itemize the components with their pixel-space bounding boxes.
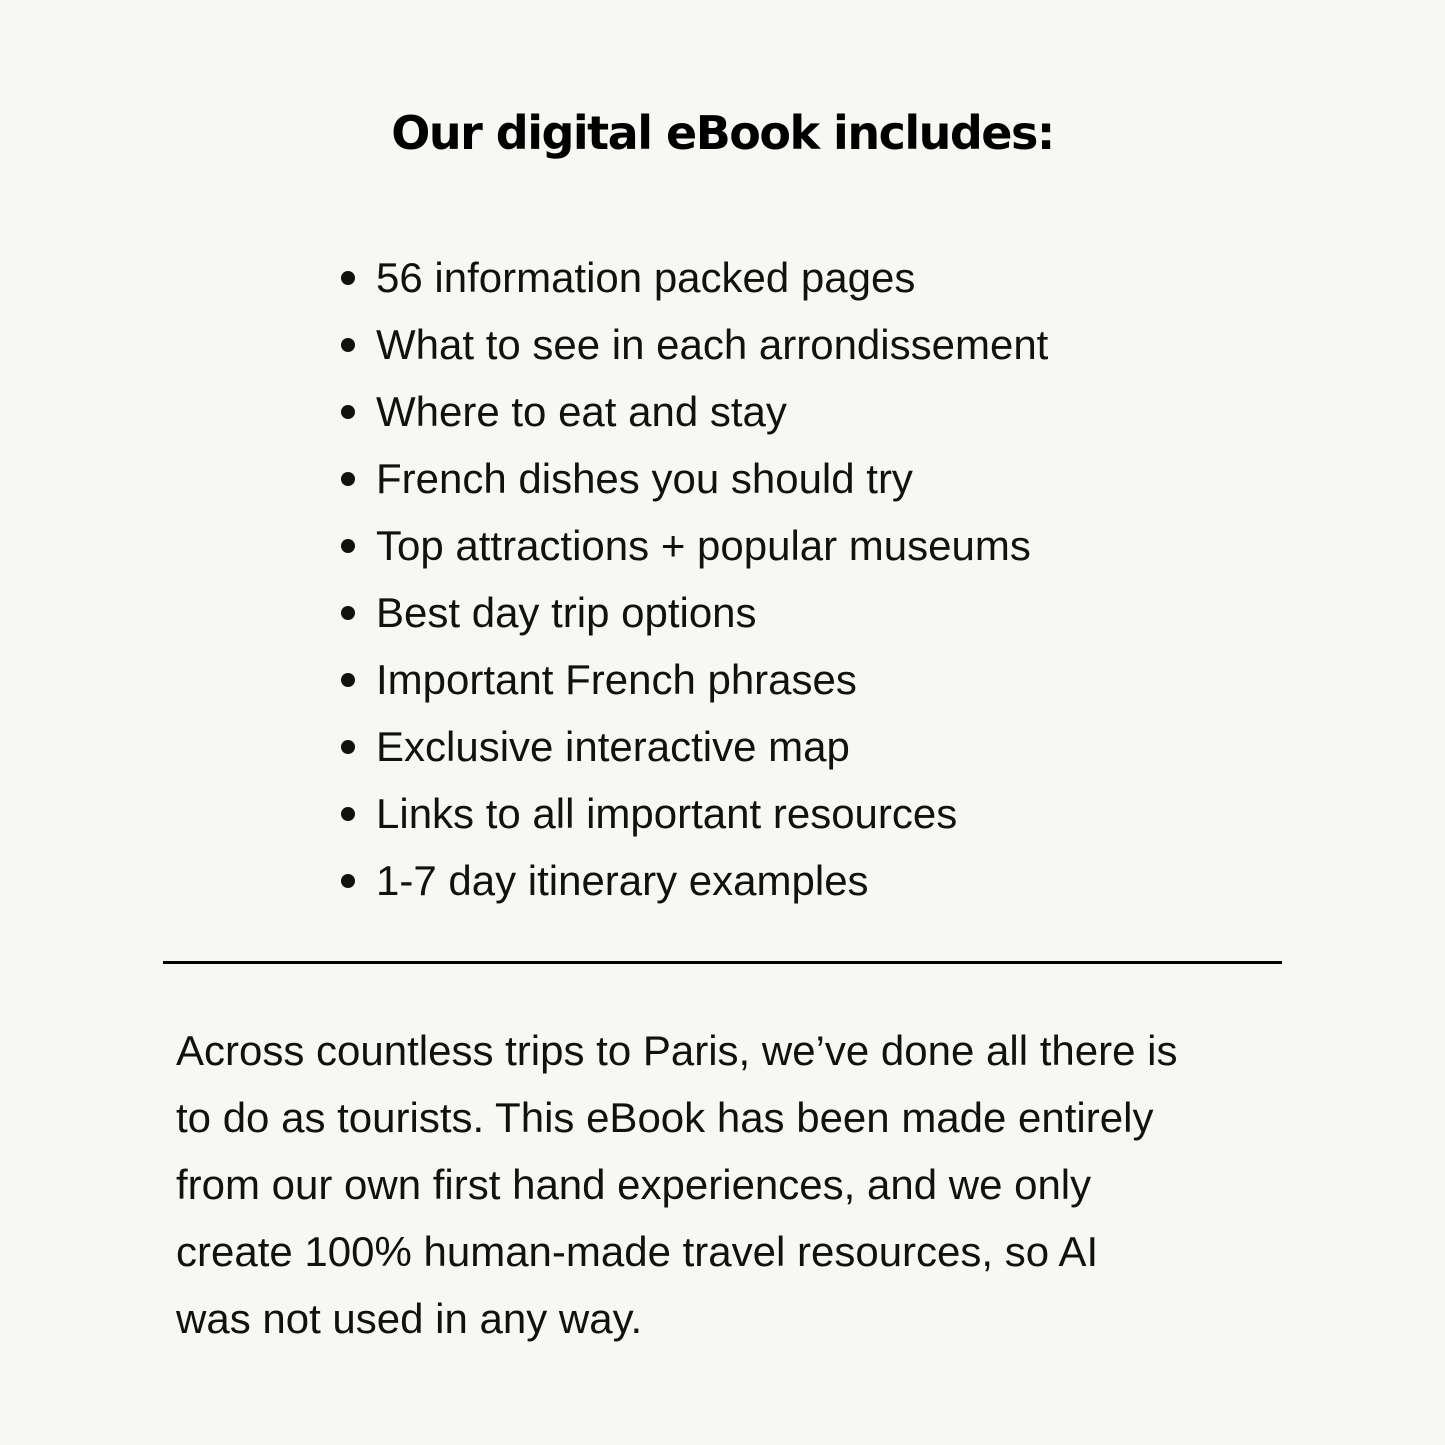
list-item-label: Top attractions + popular museums <box>376 522 1031 569</box>
list-item <box>336 311 1236 378</box>
list-item <box>336 780 1236 847</box>
about-line: create 100% human-made travel resources, so AI <box>176 1228 1099 1275</box>
about-line: from our own first hand experiences, and we only <box>176 1161 1092 1208</box>
list-item-label: Links to all important resources <box>376 790 958 837</box>
list-item-label: Where to eat and stay <box>376 388 787 435</box>
about-line: Across countless trips to Paris, we’ve done all there is <box>176 1027 1178 1074</box>
list-item-label: What to see in each arrondissement <box>376 321 1049 368</box>
list-item <box>336 244 1236 311</box>
list-item-label: Best day trip options <box>376 589 757 636</box>
bullet-icon <box>341 874 355 888</box>
about-line: was not used in any way. <box>176 1295 643 1342</box>
list-item-label: Exclusive interactive map <box>376 723 850 770</box>
bullet-icon <box>341 271 355 285</box>
bullet-icon <box>341 673 355 687</box>
list-item <box>336 646 1236 713</box>
about-line: to do as tourists. This eBook has been made entirely <box>176 1094 1154 1141</box>
bullet-icon <box>341 740 355 754</box>
list-item <box>336 579 1236 646</box>
list-item <box>336 713 1236 780</box>
list-item <box>336 378 1236 445</box>
list-item-label: French dishes you should try <box>376 455 913 502</box>
list-item-label: Important French phrases <box>376 656 857 703</box>
list-item <box>336 847 1236 914</box>
list-item-label: 1-7 day itinerary examples <box>376 857 869 904</box>
page-title: Our digital eBook includes: <box>391 106 1054 160</box>
list-item-label: 56 information packed pages <box>376 254 916 301</box>
list-item <box>336 445 1236 512</box>
bullet-icon <box>341 338 355 352</box>
bullet-icon <box>341 539 355 553</box>
bullet-icon <box>341 405 355 419</box>
bullet-icon <box>341 606 355 620</box>
divider <box>163 961 1282 964</box>
feature-list <box>336 244 1236 914</box>
bullet-icon <box>341 472 355 486</box>
bullet-icon <box>341 807 355 821</box>
about-paragraph <box>176 1017 1286 1352</box>
list-item <box>336 512 1236 579</box>
